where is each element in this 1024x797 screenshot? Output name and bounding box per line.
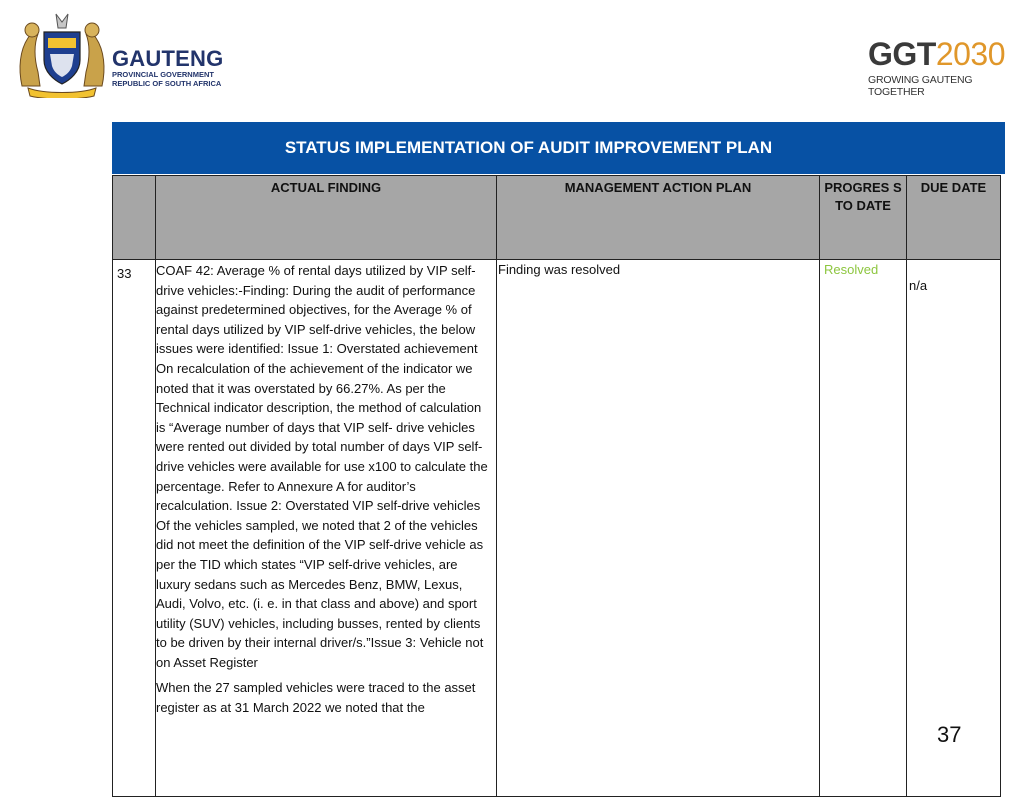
cell-actual-finding xyxy=(156,260,497,797)
page-number: 37 xyxy=(937,722,962,747)
header-management-action-plan: MANAGEMENT ACTION PLAN xyxy=(497,176,820,260)
slide-title-banner xyxy=(112,122,1005,174)
finding-paragraph-1: COAF 42: Average % of rental days utilized by VIP self-drive vehicles:-Finding: During the audit of performance against predetermined objectives, for the Average % of rental days utilized by VIP self-drive vehicles, the below issues were identified: Issue 1: Overstated achievement On recalculation of the achievement of the indicator we noted that it was overstated by 66.27%. As per the Technical indicator description, the method of calculation is “Average number of days that VIP self- drive vehicles were rented out divided by total number of days VIP self-drive vehicles were available for use x100 to calculate the percentage. Refer to Annexure A for auditor’s recalculation. Issue 2: Overstated VIP self-drive vehicles Of the vehicles sampled, we noted that 2 of the vehicles did not meet the definition of the VIP self-drive vehicle as per the TID which states “VIP self-drive vehicles, are luxury sedans such as Mercedes Benz, BMW, Lexus, Audi, Volvo, etc. (i. e. in that class and above) and sport utility (SUV) vehicles, including busses, rented by clients to be driven by their internal driver/s.”Issue 3: Vehicle not on Asset Register xyxy=(156,263,488,670)
slide-title: STATUS IMPLEMENTATION OF AUDIT IMPROVEMENT PLAN xyxy=(284,138,773,157)
brand-subtitle: PROVINCIAL GOVERNMENT xyxy=(112,70,214,79)
table-row xyxy=(113,260,1001,797)
cell-number: 33 xyxy=(113,260,156,797)
header-due-date: DUE DATE xyxy=(907,176,1001,260)
brand-country: REPUBLIC OF SOUTH AFRICA xyxy=(112,79,222,88)
coat-of-arms-icon xyxy=(14,8,110,98)
table-header-row xyxy=(113,176,1001,260)
cell-management-action-plan: Finding was resolved xyxy=(497,260,820,797)
header-number xyxy=(113,176,156,260)
cell-progress-status: Resolved xyxy=(820,260,907,797)
header-actual-finding: ACTUAL FINDING xyxy=(156,176,497,260)
ggt-mark: GGT xyxy=(868,36,936,72)
cell-due-date: n/a xyxy=(907,260,1001,797)
finding-paragraph-2: When the 27 sampled vehicles were traced to the asset register as at 31 March 2022 we noted that the xyxy=(156,680,476,716)
ggt-tagline: GROWING GAUTENG TOGETHER xyxy=(868,74,973,98)
header-progress-to-date: PROGRES S TO DATE xyxy=(820,176,907,260)
brand-name: GAUTENG xyxy=(112,46,224,71)
ggt-year: 2030 xyxy=(935,36,1006,72)
ggt2030-logo xyxy=(868,38,1008,98)
audit-plan-table xyxy=(112,175,1001,797)
gauteng-logo xyxy=(14,8,224,100)
